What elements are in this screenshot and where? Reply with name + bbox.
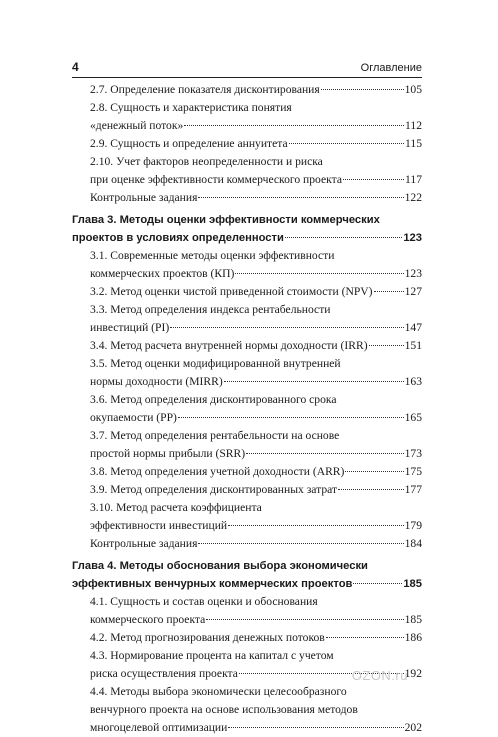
toc-page-number: 163: [404, 375, 422, 388]
toc-line: [72, 171, 422, 189]
toc-entry-text: 3.4. Метод расчета внутренней нормы доходности (IRR): [90, 339, 368, 352]
table-of-contents: [72, 81, 422, 737]
dot-leader: [343, 178, 404, 180]
dot-leader: [228, 726, 403, 728]
toc-entry[interactable]: [72, 99, 422, 135]
dot-leader: [338, 488, 404, 490]
toc-entry-text: Глава 4. Методы обоснования выбора экономически: [72, 560, 368, 572]
toc-line: [72, 153, 422, 171]
toc-entry-text: эффективных венчурных коммерческих проектов: [72, 578, 353, 590]
toc-entry[interactable]: [72, 499, 422, 535]
toc-page-number: 184: [404, 537, 422, 550]
dot-leader: [374, 290, 404, 292]
toc-entry-text: 3.10. Метод расчета коэффициента: [90, 501, 262, 514]
toc-entry[interactable]: [72, 189, 422, 207]
toc-entry-text: коммерческих проектов (КП): [90, 267, 235, 280]
dot-leader: [289, 142, 404, 144]
toc-line: [72, 517, 422, 535]
toc-entry[interactable]: [72, 593, 422, 629]
toc-line: [72, 611, 422, 629]
toc-entry-text: 3.6. Метод определения дисконтированного срока: [90, 393, 337, 406]
toc-entry-text: Контрольные задания: [90, 537, 198, 550]
toc-entry-text: 4.3. Нормирование процента на капитал с учетом: [90, 649, 334, 662]
toc-line: [72, 319, 422, 337]
toc-entry[interactable]: [72, 463, 422, 481]
toc-page-number: 173: [404, 447, 422, 460]
toc-line: [72, 117, 422, 135]
toc-entry-text: 3.8. Метод определения учетной доходности (ARR): [90, 465, 345, 478]
toc-entry[interactable]: [72, 427, 422, 463]
toc-entry[interactable]: [72, 355, 422, 391]
toc-entry-text: окупаемости (PP): [90, 411, 177, 424]
toc-line: [72, 499, 422, 517]
toc-page-number: 202: [404, 721, 422, 734]
dot-leader: [228, 524, 403, 526]
dot-leader: [326, 636, 404, 638]
toc-page-number: 115: [405, 137, 422, 150]
toc-entry[interactable]: [72, 247, 422, 283]
dot-leader: [178, 416, 404, 418]
toc-entry-text: 4.1. Сущность и состав оценки и обоснования: [90, 595, 318, 608]
toc-entry-text: 3.3. Метод определения индекса рентабельности: [90, 303, 331, 316]
toc-entry[interactable]: [72, 337, 422, 355]
toc-page-number: 122: [404, 191, 422, 204]
toc-line: [72, 391, 422, 409]
toc-entry-text: 4.4. Методы выбора экономически целесообразного: [90, 685, 347, 698]
toc-entry-text: 2.8. Сущность и характеристика понятия: [90, 101, 292, 114]
toc-entry-text: венчурного проекта на основе использования методов: [90, 703, 358, 716]
toc-entry[interactable]: [72, 153, 422, 189]
toc-line: [72, 683, 422, 701]
toc-page-number: 185: [404, 613, 422, 626]
toc-entry-text: 2.9. Сущность и определение аннуитета: [90, 137, 288, 150]
toc-page-number: 192: [404, 667, 422, 680]
dot-leader: [345, 470, 403, 472]
toc-entry[interactable]: [72, 535, 422, 553]
toc-entry[interactable]: [72, 135, 422, 153]
toc-line: [72, 355, 422, 373]
toc-entry-text: 3.9. Метод определения дисконтированных затрат: [90, 483, 338, 496]
watermark: OZON.ru: [351, 668, 408, 683]
toc-page-number: 117: [405, 173, 422, 186]
toc-line: [72, 481, 422, 499]
toc-line: [72, 463, 422, 481]
dot-leader: [170, 326, 403, 328]
toc-entry[interactable]: [72, 283, 422, 301]
toc-line: [72, 647, 422, 665]
dot-leader: [369, 344, 404, 346]
toc-line: [72, 247, 422, 265]
dot-leader: [184, 124, 404, 126]
toc-entry-text: простой нормы прибыли (SRR): [90, 447, 246, 460]
toc-entry-text: Глава 3. Методы оценки эффективности коммерческих: [72, 214, 380, 226]
toc-line: [72, 575, 422, 593]
toc-entry-text: нормы доходности (MIRR): [90, 375, 223, 388]
toc-page-number: 127: [404, 285, 422, 298]
toc-line: [72, 445, 422, 463]
toc-entry-text: «денежный поток»: [90, 119, 184, 132]
toc-line: [72, 189, 422, 207]
toc-page-number: 123: [404, 267, 422, 280]
toc-page-number: 185: [403, 578, 422, 590]
toc-line: [72, 283, 422, 301]
dot-leader: [206, 618, 403, 620]
toc-entry-text: инвестиций (PI): [90, 321, 170, 334]
toc-entry-text: 3.1. Современные методы оценки эффективности: [90, 249, 335, 262]
toc-page-number: 179: [404, 519, 422, 532]
toc-entry-text: проектов в условиях определенности: [72, 232, 284, 244]
dot-leader: [224, 380, 404, 382]
toc-line: [72, 535, 422, 553]
toc-line: [72, 701, 422, 719]
toc-entry-text: 2.7. Определение показателя дисконтирования: [90, 83, 320, 96]
toc-line: [72, 99, 422, 117]
page-number: 4: [72, 60, 79, 74]
dot-leader: [321, 88, 404, 90]
toc-line: [72, 409, 422, 427]
page-header: [72, 60, 422, 74]
toc-entry[interactable]: [72, 629, 422, 647]
toc-line: [72, 81, 422, 99]
dot-leader: [246, 452, 403, 454]
toc-entry-text: эффективности инвестиций: [90, 519, 228, 532]
toc-entry-text: риска осуществления проекта: [90, 667, 238, 680]
toc-entry-text: коммерческого проекта: [90, 613, 206, 626]
toc-line: [72, 427, 422, 445]
toc-entry-text: 3.5. Метод оценки модифицированной внутренней: [90, 357, 341, 370]
toc-line: [72, 373, 422, 391]
toc-entry[interactable]: [72, 391, 422, 427]
dot-leader: [285, 236, 402, 238]
toc-entry-text: 4.2. Метод прогнозирования денежных потоков: [90, 631, 325, 644]
toc-page-number: 177: [404, 483, 422, 496]
toc-chapter-entry[interactable]: [72, 211, 422, 247]
toc-chapter-entry[interactable]: [72, 557, 422, 593]
toc-line: [72, 719, 422, 737]
dot-leader: [353, 582, 402, 584]
toc-line: [72, 629, 422, 647]
toc-page-number: 165: [404, 411, 422, 424]
toc-line: [72, 557, 422, 575]
toc-line: [72, 301, 422, 319]
toc-entry-text: 2.10. Учет факторов неопределенности и риска: [90, 155, 323, 168]
toc-line: [72, 265, 422, 283]
toc-entry[interactable]: [72, 481, 422, 499]
dot-leader: [198, 196, 403, 198]
toc-page-number: 105: [404, 83, 422, 96]
toc-entry[interactable]: [72, 301, 422, 337]
toc-page-number: 186: [404, 631, 422, 644]
toc-entry-text: при оценке эффективности коммерческого проекта: [90, 173, 342, 186]
toc-page-number: 151: [404, 339, 422, 352]
toc-entry-text: Контрольные задания: [90, 191, 198, 204]
toc-entry-text: 3.2. Метод оценки чистой приведенной стоимости (NPV): [90, 285, 373, 298]
toc-line: [72, 593, 422, 611]
dot-leader: [198, 542, 403, 544]
toc-line: [72, 211, 422, 229]
dot-leader: [235, 272, 403, 274]
toc-page-number: 123: [403, 232, 422, 244]
toc-entry-text: 3.7. Метод определения рентабельности на основе: [90, 429, 340, 442]
toc-line: [72, 229, 422, 247]
running-title: Оглавление: [360, 62, 422, 74]
toc-line: [72, 135, 422, 153]
toc-page-number: 147: [404, 321, 422, 334]
toc-page-number: 112: [405, 119, 422, 132]
toc-entry-text: многоцелевой оптимизации: [90, 721, 228, 734]
toc-entry[interactable]: [72, 683, 422, 737]
header-rule: [72, 77, 422, 78]
toc-entry[interactable]: [72, 81, 422, 99]
toc-line: [72, 337, 422, 355]
toc-page-number: 175: [404, 465, 422, 478]
